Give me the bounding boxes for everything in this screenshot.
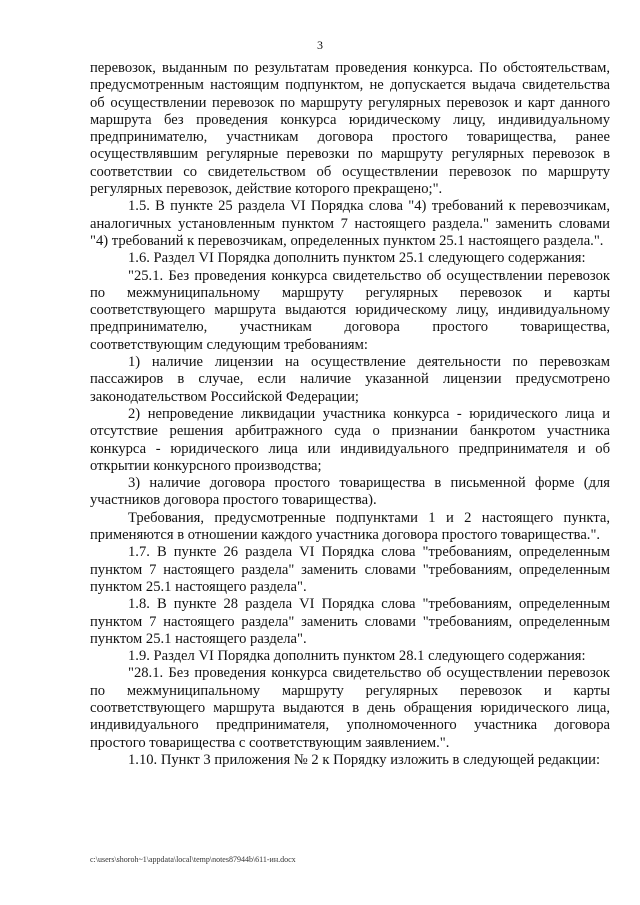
paragraph: 1.7. В пункте 26 раздела VI Порядка слова "требованиям, определенным пунктом 7 настоящего раздела" заменить словами "требованиям, определенным пунктом 25.1 настоящего раздела". xyxy=(90,544,610,595)
paragraph: перевозок, выданным по результатам проведения конкурса. По обстоятельствам, предусмотренным настоящим подпунктом, не допускается выдача свидетельства об осуществлении перевозок по маршруту регулярных перевозок и карт данного маршрута без проведения конкурса юридическому лицу, индивидуальному предпринимателю, участникам договора простого товарищества, ранее осуществлявшим регулярные перевозки по маршруту регулярных перевозок в соответствии со свидетельством об осуществлении перевозок по маршруту регулярных перевозок, действие которого прекращено;". xyxy=(90,60,610,198)
paragraph: 1.10. Пункт 3 приложения № 2 к Порядку изложить в следующей редакции: xyxy=(128,751,600,768)
paragraph: 3) наличие договора простого товарищества в письменной форме (для участников договора простого товарищества). xyxy=(90,475,610,509)
paragraph: "25.1. Без проведения конкурса свидетельство об осуществлении перевозок по межмуниципальному маршруту регулярных перевозок и карты соответствующего маршрута выдаются юридическому лицу, индивидуальному предпринимателю, участникам договора простого товарищества, соответствующим следующим требованиям: xyxy=(90,267,610,353)
page-number: 3 xyxy=(317,38,323,52)
paragraph: 1.6. Раздел VI Порядка дополнить пунктом 25.1 следующего содержания: xyxy=(128,250,586,267)
paragraph: "28.1. Без проведения конкурса свидетельство об осуществлении перевозок по межмуниципальному маршруту регулярных перевозок и карты соответствующего маршрута выдаются в день обращения юридического лица, индивидуального предпринимателя, уполномоченного участника договора простого товарищества с соответствующим заявлением.". xyxy=(90,665,610,751)
paragraph: 1) наличие лицензии на осуществление деятельности по перевозкам пассажиров в случае, если наличие указанной лицензии предусмотрено законодательством Российской Федерации; xyxy=(90,354,610,405)
file-path-footer: c:\users\shoroh~1\appdata\local\temp\notes87944b\611-ин.docx xyxy=(90,855,296,864)
paragraph: 1.9. Раздел VI Порядка дополнить пунктом 28.1 следующего содержания: xyxy=(128,648,586,665)
paragraph: Требования, предусмотренные подпунктами 1 и 2 настоящего пункта, применяются в отношении каждого участника договора простого товарищества.". xyxy=(90,509,610,544)
document-body xyxy=(90,60,610,769)
paragraph: 1.8. В пункте 28 раздела VI Порядка слова "требованиям, определенным пунктом 7 настоящего раздела" заменить словами "требованиям, определенным пунктом 25.1 настоящего раздела". xyxy=(90,596,610,647)
paragraph: 1.5. В пункте 25 раздела VI Порядка слова "4) требований к перевозчикам, аналогичных установленным пунктом 7 настоящего раздела." заменить словами "4) требований к перевозчикам, определенных пунктом 25.1 настоящего раздела.". xyxy=(90,198,610,249)
paragraph: 2) непроведение ликвидации участника конкурса - юридического лица и отсутствие решения арбитражного суда о признании банкротом участника конкурса - юридического лица или индивидуального предпринимателя и об открытии конкурсного производства; xyxy=(90,405,610,474)
